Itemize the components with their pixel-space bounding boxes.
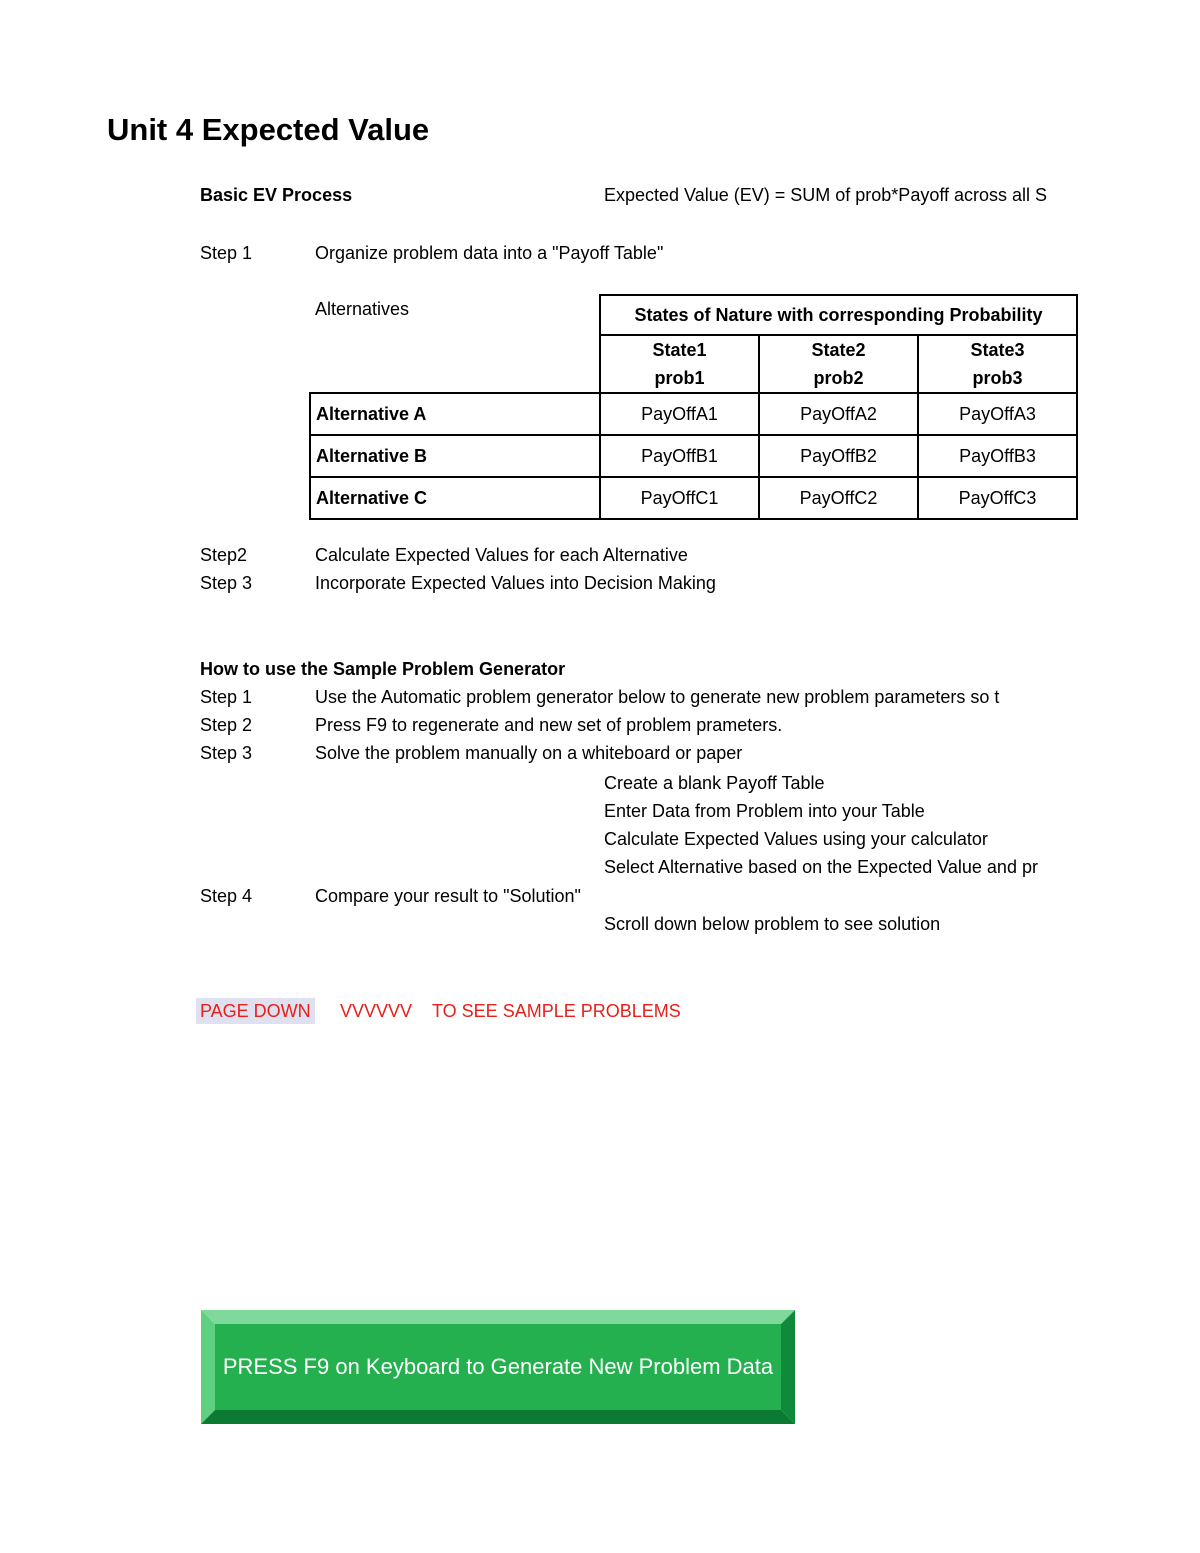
- gen-substep: Calculate Expected Values using your calculator: [604, 829, 988, 849]
- state-prob: prob2: [813, 368, 864, 388]
- gen-step-label: Step 2: [200, 715, 253, 735]
- state-name: State3: [970, 340, 1025, 360]
- step1-text: Organize problem data into a "Payoff Table": [315, 243, 664, 263]
- gen-step4-label: Step 4: [200, 886, 253, 906]
- table-row: [310, 435, 1077, 477]
- generate-problem-button[interactable]: [201, 1310, 795, 1424]
- state-header: [759, 335, 918, 393]
- row-header: Alternative C: [310, 477, 600, 519]
- step1-label: Step 1: [200, 243, 253, 263]
- payoff-cell: PayOffA1: [600, 393, 759, 435]
- page-title: Unit 4 Expected Value: [107, 112, 430, 147]
- gen-substep: Select Alternative based on the Expected Value and pr: [604, 857, 1038, 877]
- payoff-cell: PayOffB1: [600, 435, 759, 477]
- ev-formula: Expected Value (EV) = SUM of prob*Payoff across all S: [604, 185, 1048, 205]
- row-header: Alternative B: [310, 435, 600, 477]
- payoff-cell: PayOffB3: [918, 435, 1077, 477]
- step2-label: Step2: [200, 545, 248, 565]
- page-down-text: TO SEE SAMPLE PROBLEMS: [432, 1001, 681, 1021]
- gen-substep: Enter Data from Problem into your Table: [604, 801, 925, 821]
- gen-step-label: Step 1: [200, 687, 253, 707]
- gen-step-text: Press F9 to regenerate and new set of problem prameters.: [315, 715, 783, 735]
- payoff-cell: PayOffA3: [918, 393, 1077, 435]
- state-prob: prob1: [654, 368, 705, 388]
- payoff-cell: PayOffC1: [600, 477, 759, 519]
- gen-step-text: Solve the problem manually on a whiteboard or paper: [315, 743, 743, 763]
- step3-label: Step 3: [200, 573, 253, 593]
- state-name: State2: [811, 340, 866, 360]
- step2-text: Calculate Expected Values for each Alternative: [315, 545, 688, 565]
- gen-step-label: Step 3: [200, 743, 253, 763]
- gen-step4-text: Compare your result to "Solution": [315, 886, 581, 906]
- state-header: [600, 335, 759, 393]
- payoff-cell: PayOffC3: [918, 477, 1077, 519]
- table-row: [310, 393, 1077, 435]
- page-down-arrows: VVVVVV: [340, 1001, 413, 1021]
- payoff-table: [309, 294, 1078, 520]
- gen-substep: Create a blank Payoff Table: [604, 773, 825, 793]
- state-prob: prob3: [972, 368, 1023, 388]
- states-header: States of Nature with corresponding Probability: [600, 295, 1077, 335]
- generator-heading: How to use the Sample Problem Generator: [200, 659, 566, 679]
- gen-step4-sub: Scroll down below problem to see solution: [604, 914, 941, 934]
- page-down-label: PAGE DOWN: [196, 998, 315, 1024]
- table-row: [310, 477, 1077, 519]
- payoff-cell: PayOffB2: [759, 435, 918, 477]
- payoff-cell: PayOffC2: [759, 477, 918, 519]
- alternatives-label: Alternatives: [315, 299, 410, 319]
- payoff-cell: PayOffA2: [759, 393, 918, 435]
- step3-text: Incorporate Expected Values into Decision Making: [315, 573, 716, 593]
- basic-ev-heading: Basic EV Process: [200, 185, 353, 205]
- gen-step-text: Use the Automatic problem generator below to generate new problem parameters so t: [315, 687, 1000, 707]
- generate-button-label: PRESS F9 on Keyboard to Generate New Problem Data: [222, 1354, 774, 1379]
- state-name: State1: [652, 340, 707, 360]
- state-header: [918, 335, 1077, 393]
- row-header: Alternative A: [310, 393, 600, 435]
